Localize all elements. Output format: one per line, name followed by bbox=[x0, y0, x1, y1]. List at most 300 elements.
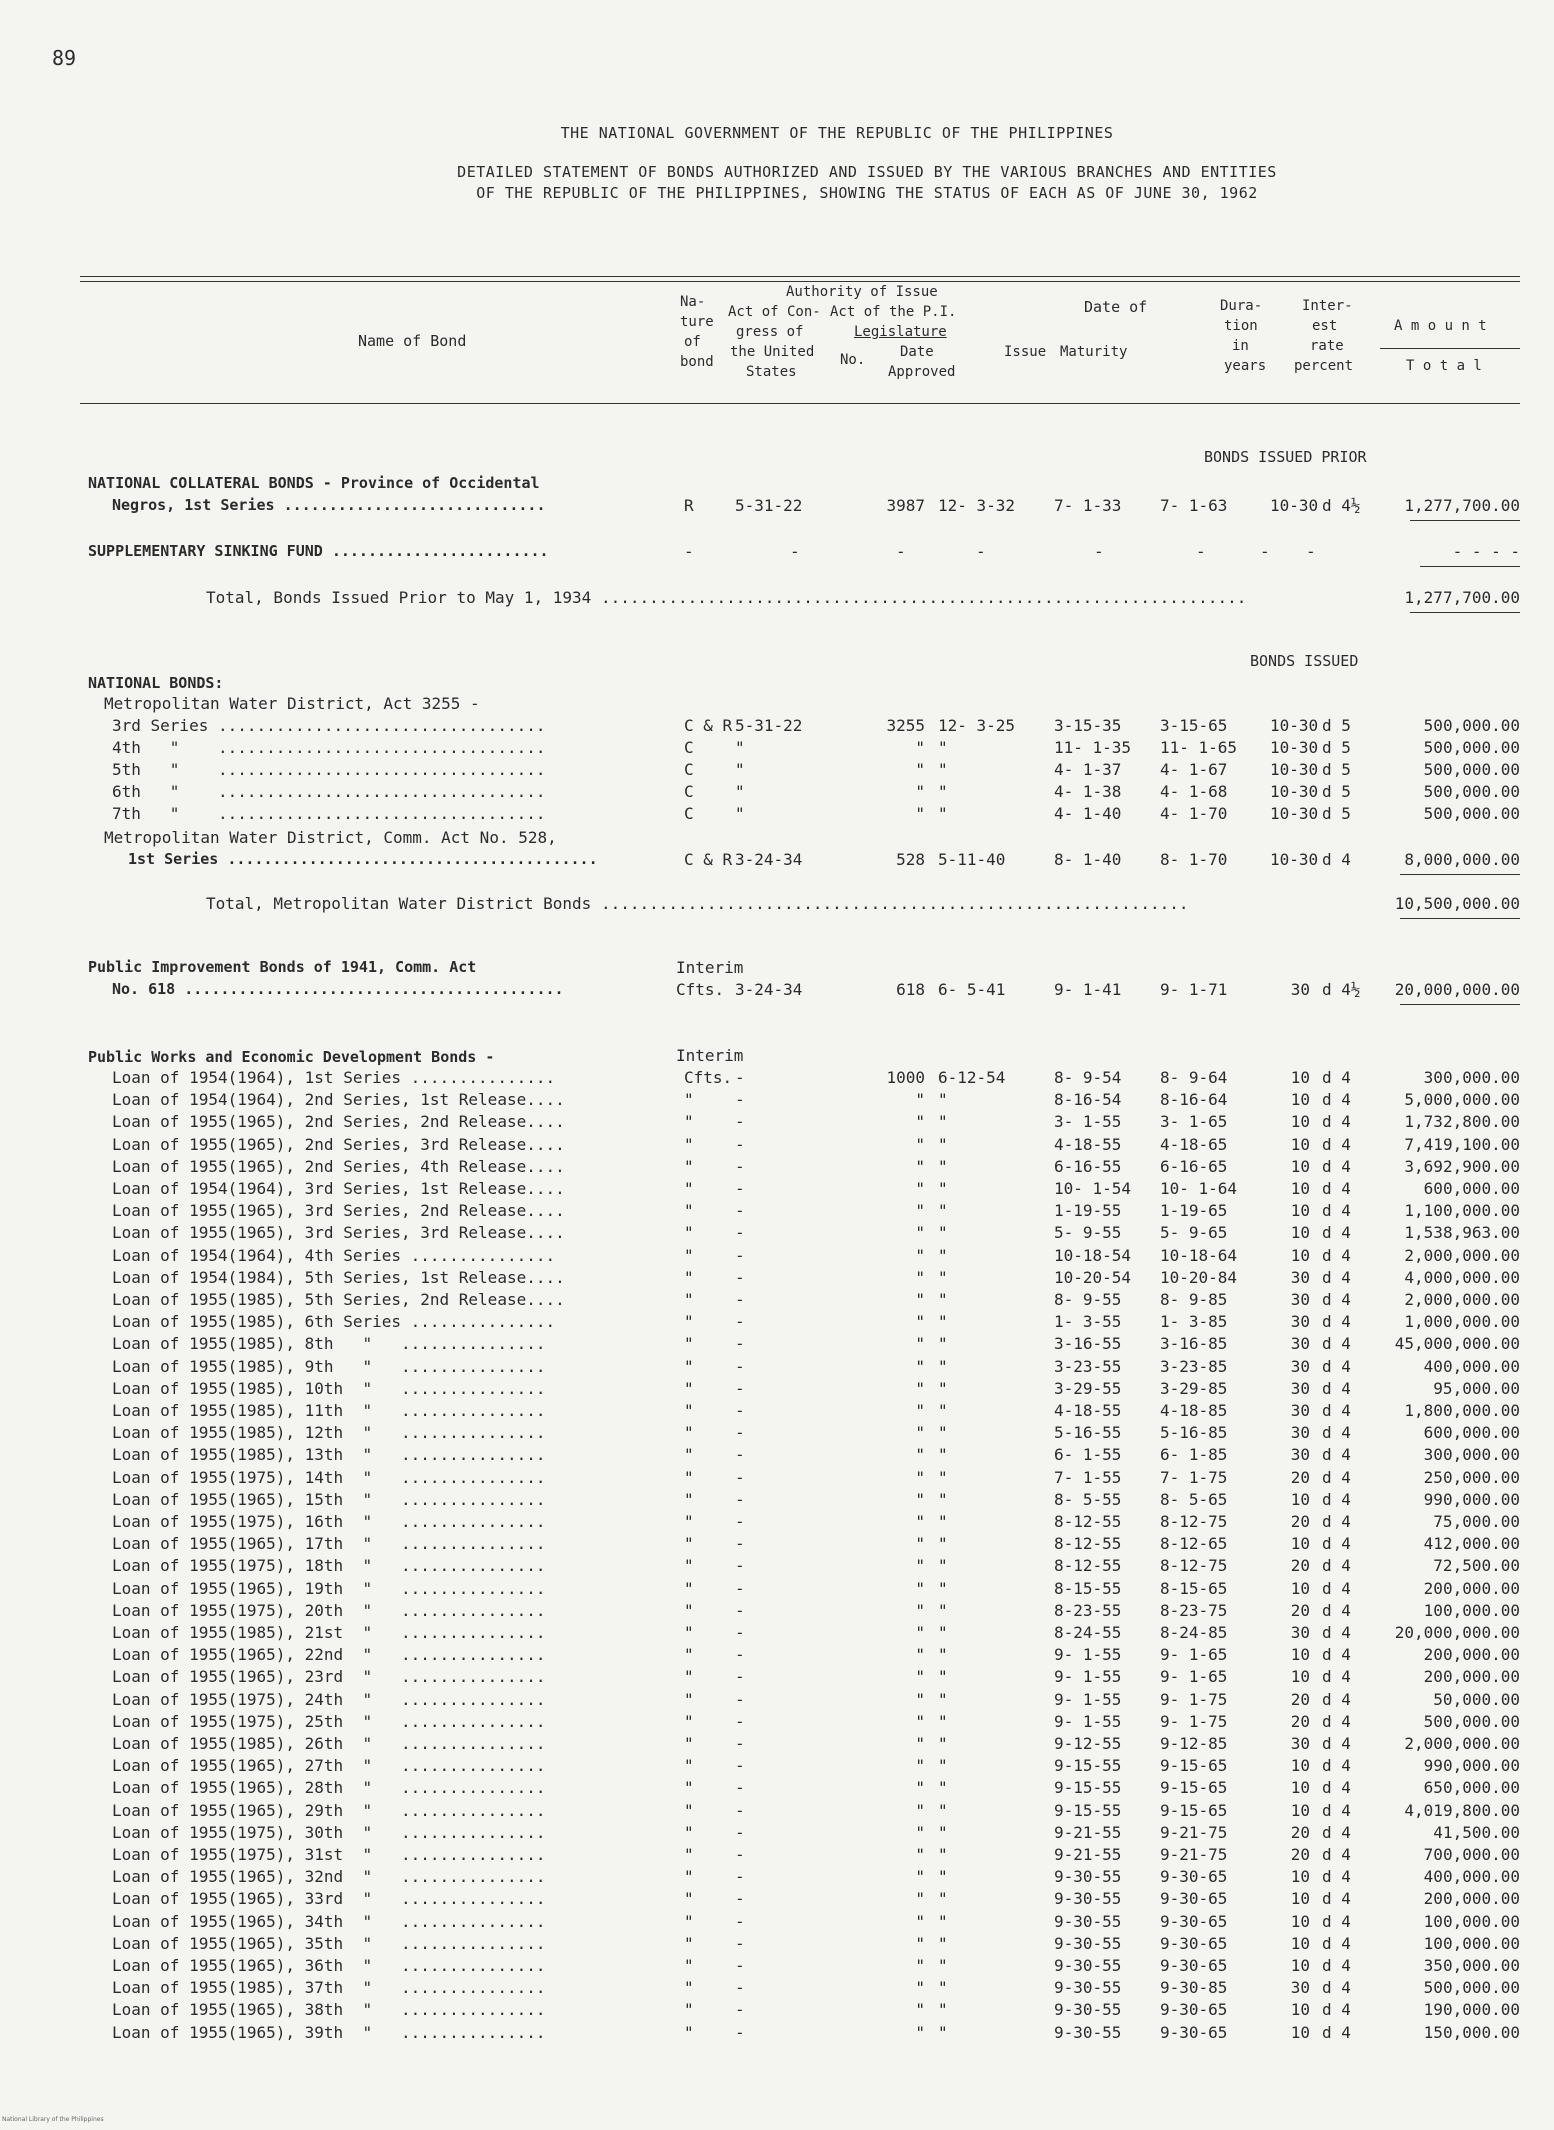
cell-duration: 10 bbox=[1290, 1156, 1310, 1176]
cell-number: " bbox=[915, 1312, 925, 1332]
pwed-loan-name: Loan of 1955(1985), 9th " ............... bbox=[112, 1356, 546, 1376]
cell-issue-date: 9- 1-55 bbox=[1054, 1667, 1122, 1687]
cell-approved-date: " bbox=[938, 1401, 948, 1420]
cell-issue-date: - bbox=[1094, 542, 1104, 561]
cell-amount: 7,419,100.00 bbox=[1404, 1134, 1520, 1154]
cell-number: " bbox=[915, 1378, 925, 1398]
cell-interest: d 4½ bbox=[1322, 980, 1361, 999]
cell-maturity-date: 9-30-65 bbox=[1160, 1911, 1228, 1931]
cell-approved-date: 6- 5-41 bbox=[938, 980, 1006, 999]
cell-amount: 75,000.00 bbox=[1433, 1512, 1520, 1531]
cell-maturity-date: 9-30-65 bbox=[1160, 1867, 1228, 1887]
cell-amount: 412,000.00 bbox=[1423, 1534, 1520, 1554]
pib-heading: Public Improvement Bonds of 1941, Comm. Act bbox=[88, 958, 477, 976]
cell-amount: - - - - bbox=[1452, 542, 1520, 561]
cell-approved-date: " bbox=[938, 1156, 948, 1176]
cell-act-date: - bbox=[735, 1867, 745, 1887]
cell-number: " bbox=[915, 1534, 925, 1554]
cell-approved-date: " bbox=[938, 1978, 948, 1998]
cell-number: " bbox=[915, 1756, 925, 1776]
header-act-congress: Act of Con- bbox=[728, 304, 821, 320]
mwd-series-row bbox=[0, 716, 1554, 738]
cell-duration: 20 bbox=[1290, 1556, 1310, 1576]
cell-act-date: - bbox=[735, 1112, 745, 1132]
cell-maturity-date: 3-23-85 bbox=[1160, 1356, 1228, 1376]
cell-approved-date: " bbox=[938, 1112, 948, 1132]
pwed-loan-name: Loan of 1955(1985), 11th " ............... bbox=[112, 1401, 546, 1420]
cell-duration: 10 bbox=[1290, 1179, 1310, 1198]
cell-nature: " bbox=[684, 1378, 694, 1398]
cell-duration: 20 bbox=[1290, 1845, 1310, 1864]
pwed-loan-row bbox=[0, 1889, 1554, 1911]
cell-act-date: 3-24-34 bbox=[735, 980, 803, 999]
cell-nature: " bbox=[684, 1756, 694, 1776]
cell-amount: 500,000.00 bbox=[1423, 782, 1520, 801]
cell-amount: 1,277,700.00 bbox=[1404, 496, 1520, 515]
cell-act-date: - bbox=[735, 1933, 745, 1953]
cell-interest: d 4 bbox=[1322, 1423, 1351, 1443]
cell-interest: d 4 bbox=[1322, 1645, 1351, 1665]
pwed-loan-name: Loan of 1955(1965), 35th " ............... bbox=[112, 1933, 546, 1953]
cell-nature: " bbox=[684, 1556, 694, 1576]
header-top-rule bbox=[80, 276, 1520, 277]
cell-interest: d 4 bbox=[1322, 1245, 1351, 1265]
pwed-loan-row bbox=[0, 1401, 1554, 1423]
cell-nature: " bbox=[684, 1956, 694, 1975]
cell-act-date: - bbox=[735, 1645, 745, 1665]
cell-issue-date: 8-12-55 bbox=[1054, 1534, 1122, 1554]
cell-nature: " bbox=[684, 1356, 694, 1376]
cell-maturity-date: 8-16-64 bbox=[1160, 1090, 1228, 1110]
cell-approved-date: " bbox=[938, 1223, 948, 1243]
pwed-loan-name: Loan of 1955(1965), 22nd " ............... bbox=[112, 1645, 546, 1665]
cell-interest: d 4½ bbox=[1322, 496, 1361, 515]
header-duration: Dura- bbox=[1220, 298, 1263, 314]
header-approved: Approved bbox=[888, 364, 956, 380]
national-bonds-heading: NATIONAL BONDS: bbox=[88, 674, 224, 692]
cell-maturity-date: 3-29-85 bbox=[1160, 1378, 1228, 1398]
header-act-pi: Act of the P.I. bbox=[830, 304, 957, 320]
cell-maturity-date: 9-15-65 bbox=[1160, 1778, 1228, 1798]
pwed-loan-name: Loan of 1955(1975), 30th " ............... bbox=[112, 1822, 546, 1842]
cell-approved-date: " bbox=[938, 1667, 948, 1687]
cell-duration: 10 bbox=[1290, 2022, 1310, 2042]
pwed-loan-name: Loan of 1955(1975), 14th " ............... bbox=[112, 1467, 546, 1487]
cell-number: 1000 bbox=[886, 1068, 925, 1087]
cell-issue-date: 9-15-55 bbox=[1054, 1800, 1122, 1820]
cell-amount: 4,019,800.00 bbox=[1404, 1800, 1520, 1820]
cell-issue-date: 8- 1-40 bbox=[1054, 850, 1122, 869]
pwed-loan-row bbox=[0, 1201, 1554, 1223]
cell-duration: 10 bbox=[1290, 1578, 1310, 1598]
cell-nature: Cfts. bbox=[676, 980, 725, 999]
cell-issue-date: 9- 1-55 bbox=[1054, 1689, 1122, 1709]
cell-issue-date: 9-15-55 bbox=[1054, 1778, 1122, 1798]
cell-duration: 10-30 bbox=[1270, 760, 1319, 779]
cell-issue-date: 9-30-55 bbox=[1054, 1889, 1122, 1909]
mwd-series-row bbox=[0, 738, 1554, 760]
cell-approved-date: " bbox=[938, 1689, 948, 1709]
pwed-loan-name: Loan of 1955(1965), 29th " ............... bbox=[112, 1800, 546, 1820]
cell-number: " bbox=[915, 1112, 925, 1132]
cell-interest: d 4 bbox=[1322, 1556, 1351, 1576]
pwed-loan-name: Loan of 1955(1985), 10th " ............... bbox=[112, 1378, 546, 1398]
cell-issue-date: 9-21-55 bbox=[1054, 1845, 1122, 1864]
cell-maturity-date: 4-18-85 bbox=[1160, 1401, 1228, 1420]
cell-number: " bbox=[915, 1911, 925, 1931]
cell-interest: d 4 bbox=[1322, 1334, 1351, 1354]
pwed-loan-name: Loan of 1955(1985), 8th " ............... bbox=[112, 1334, 546, 1354]
mwd-series-name: 5th " .................................. bbox=[112, 760, 546, 779]
cell-interest: d 4 bbox=[1322, 1401, 1351, 1420]
pwed-loan-name: Loan of 1955(1965), 28th " ............... bbox=[112, 1778, 546, 1798]
sinking-fund-row bbox=[0, 542, 1554, 564]
cell-issue-date: 9- 1-55 bbox=[1054, 1645, 1122, 1665]
cell-approved-date: " bbox=[938, 1445, 948, 1465]
mwd-heading: Metropolitan Water District, Act 3255 - bbox=[104, 694, 480, 713]
cell-maturity-date: 5-16-85 bbox=[1160, 1423, 1228, 1443]
pwed-loan-name: Loan of 1954(1964), 4th Series ............... bbox=[112, 1245, 556, 1265]
cell-duration: 10-30 bbox=[1270, 738, 1319, 757]
header-act-congress-3: the United bbox=[730, 344, 815, 360]
cell-duration: 10 bbox=[1290, 1956, 1310, 1975]
mwd-total-amount: 10,500,000.00 bbox=[1394, 894, 1520, 913]
cell-act-date: 3-24-34 bbox=[735, 850, 803, 869]
cell-nature: C bbox=[684, 782, 694, 801]
pwed-loan-row bbox=[0, 1956, 1554, 1978]
mwd-series-name: 4th " .................................. bbox=[112, 738, 546, 757]
cell-act-date: - bbox=[735, 1556, 745, 1576]
cell-nature: " bbox=[684, 1600, 694, 1620]
cell-approved-date: " bbox=[938, 1645, 948, 1665]
cell-act-date: - bbox=[735, 1245, 745, 1265]
cell-amount: 1,732,800.00 bbox=[1404, 1112, 1520, 1132]
cell-approved-date: 5-11-40 bbox=[938, 850, 1006, 869]
pwed-loan-row bbox=[0, 1135, 1554, 1157]
cell-number: " bbox=[915, 1800, 925, 1820]
cell-approved-date: " bbox=[938, 804, 948, 823]
cell-interest: d 4 bbox=[1322, 1578, 1351, 1598]
cell-issue-date: 9- 1-55 bbox=[1054, 1711, 1122, 1731]
header-issue: Issue bbox=[1004, 344, 1047, 360]
header-duration-2: tion bbox=[1224, 318, 1258, 334]
cell-approved-date: " bbox=[938, 1711, 948, 1731]
collateral-bonds-heading: NATIONAL COLLATERAL BONDS - Province of Occidental bbox=[88, 474, 540, 492]
pwed-loan-row bbox=[0, 1179, 1554, 1201]
cell-interest: d 4 bbox=[1322, 1845, 1351, 1864]
cell-duration: 10 bbox=[1290, 1489, 1310, 1509]
pwed-loan-name: Loan of 1955(1965), 34th " ............... bbox=[112, 1911, 546, 1931]
cell-duration: - bbox=[1260, 542, 1270, 561]
cell-interest: d 5 bbox=[1322, 738, 1351, 757]
cell-maturity-date: 9-30-65 bbox=[1160, 2000, 1228, 2020]
cell-interest: d 4 bbox=[1322, 1756, 1351, 1776]
cell-nature: " bbox=[684, 1778, 694, 1798]
cell-interest: d 5 bbox=[1322, 804, 1351, 823]
cell-number: " bbox=[915, 1134, 925, 1154]
cell-number: " bbox=[915, 760, 925, 779]
pwed-loan-row bbox=[0, 1334, 1554, 1356]
cell-nature: C bbox=[684, 804, 694, 823]
cell-approved-date: " bbox=[938, 1623, 948, 1642]
cell-approved-date: " bbox=[938, 782, 948, 801]
page-number: 89 bbox=[52, 46, 77, 70]
cell-issue-date: 8-12-55 bbox=[1054, 1556, 1122, 1576]
cell-maturity-date: 1-19-65 bbox=[1160, 1201, 1228, 1221]
cell-issue-date: 4-18-55 bbox=[1054, 1134, 1122, 1154]
cell-approved-date: " bbox=[938, 1312, 948, 1332]
cell-number: - bbox=[896, 542, 906, 561]
cell-act-date: 5-31-22 bbox=[735, 716, 803, 735]
cell-approved-date: 12- 3-32 bbox=[938, 496, 1016, 515]
cell-nature: " bbox=[684, 1179, 694, 1198]
cell-duration: 10 bbox=[1290, 1889, 1310, 1909]
cell-number: " bbox=[915, 1933, 925, 1953]
cell-approved-date: - bbox=[976, 542, 986, 561]
cell-number: " bbox=[915, 1467, 925, 1487]
cell-approved-date: " bbox=[938, 1267, 948, 1287]
cell-number: " bbox=[915, 804, 925, 823]
cell-nature: " bbox=[684, 1867, 694, 1887]
cell-nature: " bbox=[684, 2022, 694, 2042]
pwed-loan-name: Loan of 1955(1965), 33rd " ............... bbox=[112, 1889, 546, 1909]
cell-number: " bbox=[915, 1401, 925, 1420]
pwed-loan-row bbox=[0, 1157, 1554, 1179]
cell-issue-date: 8-12-55 bbox=[1054, 1512, 1122, 1531]
cell-duration: 30 bbox=[1290, 1290, 1310, 1309]
pwed-loan-name: Loan of 1955(1965), 2nd Series, 4th Release.... bbox=[112, 1156, 565, 1176]
footer-credit: National Library of the Philippines bbox=[2, 2116, 104, 2123]
cell-approved-date: " bbox=[938, 1356, 948, 1376]
cell-interest: d 4 bbox=[1322, 1134, 1351, 1154]
cell-amount: 990,000.00 bbox=[1423, 1756, 1520, 1776]
total-prior-row bbox=[0, 588, 1554, 610]
pwed-loan-row bbox=[0, 1090, 1554, 1112]
cell-nature: " bbox=[684, 1156, 694, 1176]
cell-act-date: - bbox=[735, 1800, 745, 1820]
cell-interest: d 4 bbox=[1322, 1734, 1351, 1753]
cell-approved-date: " bbox=[938, 1556, 948, 1576]
cell-number: " bbox=[915, 1978, 925, 1998]
cell-maturity-date: 6-16-65 bbox=[1160, 1156, 1228, 1176]
cell-number: " bbox=[915, 1334, 925, 1354]
cell-number: " bbox=[915, 1623, 925, 1642]
cell-number: " bbox=[915, 1689, 925, 1709]
cell-duration: 30 bbox=[1290, 1312, 1310, 1332]
cell-number: " bbox=[915, 1489, 925, 1509]
cell-interest: d 4 bbox=[1322, 1800, 1351, 1820]
header-name-of-bond: Name of Bond bbox=[358, 332, 467, 350]
cell-number: " bbox=[915, 1245, 925, 1265]
cell-nature: " bbox=[684, 1889, 694, 1909]
cell-number: " bbox=[915, 1889, 925, 1909]
cell-duration: 10 bbox=[1290, 1134, 1310, 1154]
cell-duration: 10 bbox=[1290, 1112, 1310, 1132]
pwed-loan-row bbox=[0, 1468, 1554, 1490]
cell-interest: d 4 bbox=[1322, 1156, 1351, 1176]
pwed-loan-name: Loan of 1955(1965), 36th " ............... bbox=[112, 1956, 546, 1975]
cell-maturity-date: 9-21-75 bbox=[1160, 1822, 1228, 1842]
cell-approved-date: " bbox=[938, 1600, 948, 1620]
cell-nature: " bbox=[684, 1090, 694, 1110]
cell-amount: 500,000.00 bbox=[1423, 1978, 1520, 1998]
cell-duration: 10-30 bbox=[1270, 496, 1319, 515]
cell-duration: 30 bbox=[1290, 1423, 1310, 1443]
cell-maturity-date: 5- 9-65 bbox=[1160, 1223, 1228, 1243]
cell-act-date: - bbox=[735, 1756, 745, 1776]
cell-nature: " bbox=[684, 1911, 694, 1931]
cell-approved-date: " bbox=[938, 1867, 948, 1887]
cell-duration: 30 bbox=[1290, 1734, 1310, 1753]
cell-interest: d 4 bbox=[1322, 1778, 1351, 1798]
cell-issue-date: 4- 1-38 bbox=[1054, 782, 1122, 801]
pwed-loan-row bbox=[0, 1823, 1554, 1845]
cell-number: " bbox=[915, 1845, 925, 1864]
mwd-series-name: 6th " .................................. bbox=[112, 782, 546, 801]
cell-approved-date: " bbox=[938, 1911, 948, 1931]
sinking-fund-name: SUPPLEMENTARY SINKING FUND ........................ bbox=[88, 542, 549, 560]
cell-approved-date: " bbox=[938, 1134, 948, 1154]
cell-act-date: - bbox=[735, 1356, 745, 1376]
cell-approved-date: " bbox=[938, 1800, 948, 1820]
cell-issue-date: 1-19-55 bbox=[1054, 1201, 1122, 1221]
cell-duration: 10 bbox=[1290, 1933, 1310, 1953]
cell-issue-date: 11- 1-35 bbox=[1054, 738, 1132, 757]
cell-approved-date: " bbox=[938, 1956, 948, 1975]
pwed-loan-row bbox=[0, 1556, 1554, 1578]
cell-amount: 2,000,000.00 bbox=[1404, 1734, 1520, 1753]
cell-nature: " bbox=[684, 1800, 694, 1820]
pwed-loan-name: Loan of 1954(1964), 2nd Series, 1st Release.... bbox=[112, 1090, 565, 1110]
cell-amount: 200,000.00 bbox=[1423, 1667, 1520, 1687]
pwed-loan-name: Loan of 1955(1965), 39th " ............... bbox=[112, 2022, 546, 2042]
cell-maturity-date: 9- 1-65 bbox=[1160, 1645, 1228, 1665]
cell-nature: " bbox=[684, 1734, 694, 1753]
cell-interest: d 5 bbox=[1322, 782, 1351, 801]
pwed-loan-name: Loan of 1955(1985), 26th " ............... bbox=[112, 1734, 546, 1753]
cell-maturity-date: 6- 1-85 bbox=[1160, 1445, 1228, 1465]
cell-maturity-date: 8- 5-65 bbox=[1160, 1489, 1228, 1509]
cell-duration: 10-30 bbox=[1270, 850, 1319, 869]
cell-issue-date: 9-30-55 bbox=[1054, 2000, 1122, 2020]
cell-nature: " bbox=[684, 1223, 694, 1243]
cell-amount: 200,000.00 bbox=[1423, 1889, 1520, 1909]
cell-issue-date: 6- 1-55 bbox=[1054, 1445, 1122, 1465]
pwed-loan-name: Loan of 1955(1985), 13th " ............... bbox=[112, 1445, 546, 1465]
cell-maturity-date: 10- 1-64 bbox=[1160, 1179, 1238, 1198]
cell-interest: d 4 bbox=[1322, 1223, 1351, 1243]
cell-issue-date: 8- 5-55 bbox=[1054, 1489, 1122, 1509]
cell-act-date: - bbox=[735, 1378, 745, 1398]
cell-amount: 95,000.00 bbox=[1433, 1378, 1520, 1398]
cell-duration: 10 bbox=[1290, 1201, 1310, 1221]
pwed-loan-name: Loan of 1954(1964), 1st Series ............... bbox=[112, 1068, 556, 1087]
cell-nature: " bbox=[684, 1467, 694, 1487]
cell-nature: " bbox=[684, 1822, 694, 1842]
cell-interest: d 4 bbox=[1322, 1512, 1351, 1531]
cell-act-date: - bbox=[735, 1711, 745, 1731]
cell-amount: 1,100,000.00 bbox=[1404, 1201, 1520, 1221]
pwed-loan-name: Loan of 1955(1965), 32nd " ............... bbox=[112, 1867, 546, 1887]
pwed-loan-name: Loan of 1955(1985), 21st " ............... bbox=[112, 1623, 546, 1642]
header-amount-rule bbox=[1380, 348, 1520, 349]
cell-act-date: - bbox=[735, 1445, 745, 1465]
pwed-loan-row bbox=[0, 1778, 1554, 1800]
cell-number: 618 bbox=[896, 980, 925, 999]
cell-approved-date: " bbox=[938, 1778, 948, 1798]
cell-interest: d 4 bbox=[1322, 1201, 1351, 1221]
pwed-loan-name: Loan of 1955(1975), 31st " ............... bbox=[112, 1845, 546, 1864]
cell-maturity-date: 11- 1-65 bbox=[1160, 738, 1238, 757]
pwed-loan-name: Loan of 1955(1965), 23rd " ............... bbox=[112, 1667, 546, 1687]
cell-act-date: 5-31-22 bbox=[735, 496, 803, 515]
header-interest: Inter- bbox=[1302, 298, 1353, 314]
header-nature-2: ture bbox=[680, 314, 714, 330]
cell-amount: 300,000.00 bbox=[1423, 1068, 1520, 1087]
cell-duration: 10 bbox=[1290, 1867, 1310, 1887]
cell-number: " bbox=[915, 1600, 925, 1620]
pwed-loan-row bbox=[0, 1712, 1554, 1734]
cell-act-date: - bbox=[735, 1578, 745, 1598]
cell-approved-date: " bbox=[938, 1423, 948, 1443]
pwed-loan-row bbox=[0, 1312, 1554, 1334]
cell-issue-date: 3-16-55 bbox=[1054, 1334, 1122, 1354]
cell-maturity-date: 9- 1-71 bbox=[1160, 980, 1228, 999]
cell-amount: 8,000,000.00 bbox=[1404, 850, 1520, 869]
pwed-loan-name: Loan of 1955(1985), 5th Series, 2nd Release.... bbox=[112, 1290, 565, 1309]
mwd528-heading: Metropolitan Water District, Comm. Act No. 528, bbox=[104, 828, 557, 847]
cell-duration: 20 bbox=[1290, 1600, 1310, 1620]
header-duration-4: years bbox=[1224, 358, 1267, 374]
cell-maturity-date: 4- 1-68 bbox=[1160, 782, 1228, 801]
cell-amount: 50,000.00 bbox=[1433, 1689, 1520, 1709]
pwed-loan-row bbox=[0, 1379, 1554, 1401]
cell-duration: 10 bbox=[1290, 1534, 1310, 1554]
cell-maturity-date: 8-12-65 bbox=[1160, 1534, 1228, 1554]
cell-issue-date: 9-30-55 bbox=[1054, 1933, 1122, 1953]
cell-interest: d 4 bbox=[1322, 1445, 1351, 1465]
cell-issue-date: 7- 1-33 bbox=[1054, 496, 1122, 515]
cell-nature: Cfts. bbox=[684, 1068, 733, 1087]
cell-maturity-date: 10-18-64 bbox=[1160, 1245, 1238, 1265]
pwed-loan-row bbox=[0, 1667, 1554, 1689]
cell-act-date: - bbox=[735, 1068, 745, 1087]
cell-number: " bbox=[915, 782, 925, 801]
pwed-loan-row bbox=[0, 2023, 1554, 2045]
cell-issue-date: 8-23-55 bbox=[1054, 1600, 1122, 1620]
cell-amount: 500,000.00 bbox=[1423, 804, 1520, 823]
cell-maturity-date: 7- 1-75 bbox=[1160, 1467, 1228, 1487]
cell-duration: 20 bbox=[1290, 1512, 1310, 1531]
cell-number: " bbox=[915, 1090, 925, 1110]
cell-interest: d 4 bbox=[1322, 1689, 1351, 1709]
cell-interest: d 4 bbox=[1322, 1312, 1351, 1332]
pwed-loan-row bbox=[0, 1534, 1554, 1556]
cell-issue-date: 8- 9-55 bbox=[1054, 1290, 1122, 1309]
cell-act-date: " bbox=[735, 782, 745, 801]
cell-interest: d 4 bbox=[1322, 1667, 1351, 1687]
cell-issue-date: 3-29-55 bbox=[1054, 1378, 1122, 1398]
cell-duration: 10 bbox=[1290, 1778, 1310, 1798]
cell-nature: " bbox=[684, 1933, 694, 1953]
cell-approved-date: 6-12-54 bbox=[938, 1068, 1006, 1087]
cell-nature: " bbox=[684, 1978, 694, 1998]
cell-approved-date: " bbox=[938, 2000, 948, 2020]
cell-duration: 30 bbox=[1290, 1267, 1310, 1287]
cell-issue-date: 3-23-55 bbox=[1054, 1356, 1122, 1376]
cell-amount: 200,000.00 bbox=[1423, 1578, 1520, 1598]
cell-issue-date: 4-18-55 bbox=[1054, 1401, 1122, 1420]
